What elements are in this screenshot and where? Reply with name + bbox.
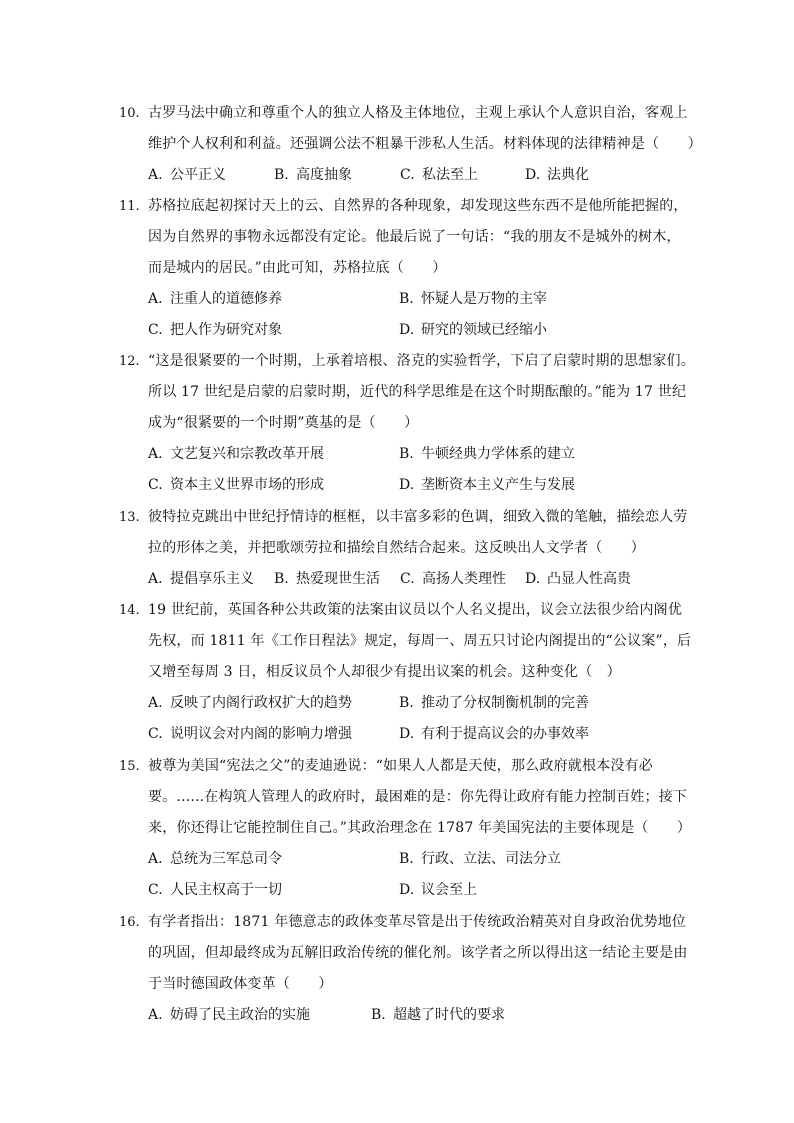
option-d[interactable]: D. 法典化 bbox=[525, 167, 589, 183]
question-number: 14. bbox=[119, 603, 140, 618]
option-c[interactable]: C. 私法至上 bbox=[400, 167, 478, 183]
option-d[interactable]: D. 有利于提高议会的办事效率 bbox=[399, 726, 589, 742]
question-number: 12. bbox=[119, 354, 140, 369]
stem-line: 的巩固，但却最终成为瓦解旧政治传统的催化剂。该学者之所以得出这一结论主要是由 bbox=[148, 945, 688, 961]
stem-line: “这是很紧要的一个时期，上承着培根、洛克的实验哲学，下启了启蒙时期的思想家们。 bbox=[148, 353, 695, 369]
stem-line: 维护个人权利和利益。还强调公法不粗暴干涉私人生活。材料体现的法律精神是（ ） bbox=[148, 136, 702, 152]
options bbox=[148, 688, 678, 750]
stem-line: 被尊为美国“宪法之父”的麦迪逊说：“如果人人都是天使，那么政府就根本没有必 bbox=[148, 758, 653, 774]
question-number: 15. bbox=[119, 759, 140, 774]
stem-line: 先权，而 1811 年《工作日程法》规定，每周一、周五只讨论内阁提出的“公议案”，后 bbox=[148, 633, 692, 649]
stem-line: 苏格拉底起初探讨天上的云、自然界的各种现象，却发现这些东西不是他所能把握的， bbox=[148, 198, 688, 214]
option-a[interactable]: A. 注重人的道德修养 bbox=[148, 291, 282, 307]
options bbox=[148, 284, 678, 346]
options bbox=[148, 160, 678, 191]
question-stem bbox=[148, 907, 688, 1000]
question-number: 16. bbox=[119, 915, 140, 930]
option-d[interactable]: D. 研究的领域已经缩小 bbox=[399, 322, 547, 338]
option-b[interactable]: B. 怀疑人是万物的主宰 bbox=[399, 291, 547, 307]
question-number: 10. bbox=[119, 106, 140, 121]
stem-line: 拉的形体之美，并把歌颂劳拉和描绘自然结合起来。这反映出人文学者（ ） bbox=[148, 540, 645, 556]
stem-line: 又增至每周 3 日，相反议员个人却很少有提出议案的机会。这种变化（ ） bbox=[148, 664, 621, 680]
question-stem bbox=[148, 191, 688, 284]
option-a[interactable]: A. 反映了内阁行政权扩大的趋势 bbox=[148, 695, 352, 711]
option-c[interactable]: C. 把人作为研究对象 bbox=[148, 322, 282, 338]
option-a[interactable]: A. 提倡享乐主义 bbox=[148, 571, 254, 587]
stem-line: 有学者指出：1871 年德意志的政体变革尽管是出于传统政治精英对自身政治优势地位 bbox=[148, 914, 687, 930]
stem-line: 彼特拉克跳出中世纪抒情诗的框框，以丰富多彩的色调，细致入微的笔触，描绘恋人劳 bbox=[148, 509, 688, 525]
option-a[interactable]: A. 总统为三军总司令 bbox=[148, 851, 282, 867]
option-a[interactable]: A. 妨碍了民主政治的实施 bbox=[148, 1007, 310, 1023]
question-stem bbox=[148, 502, 688, 564]
question-number: 13. bbox=[119, 510, 140, 525]
stem-line: 于当时德国政体变革（ ） bbox=[148, 976, 333, 992]
stem-line: 来，你还得让它能控制住自己。”其政治理念在 1787 年美国宪法的主要体现是（ ） bbox=[148, 820, 692, 836]
stem-line: 而是城内的居民。”由此可知，苏格拉底（ ） bbox=[148, 260, 447, 276]
stem-line: 成为“很紧要的一个时期”奠基的是（ ） bbox=[148, 415, 419, 431]
stem-line: 要。......在构筑人管理人的政府时，最困难的是：你先得让政府有能力控制百姓；接下 bbox=[148, 789, 688, 805]
options bbox=[148, 1000, 678, 1031]
option-d[interactable]: D. 议会至上 bbox=[399, 882, 477, 898]
option-c[interactable]: C. 资本主义世界市场的形成 bbox=[148, 477, 324, 493]
question-stem bbox=[148, 751, 692, 844]
question-number: 11. bbox=[119, 199, 140, 214]
question-stem bbox=[148, 595, 692, 688]
option-d[interactable]: D. 垄断资本主义产生与发展 bbox=[399, 477, 575, 493]
option-c[interactable]: C. 说明议会对内阁的影响力增强 bbox=[148, 726, 352, 742]
options bbox=[148, 564, 678, 595]
question-stem bbox=[148, 98, 702, 160]
options bbox=[148, 439, 678, 501]
stem-line: 古罗马法中确立和尊重个人的独立人格及主体地位，主观上承认个人意识自治，客观上 bbox=[148, 105, 688, 121]
option-b[interactable]: B. 高度抽象 bbox=[274, 167, 352, 183]
option-d[interactable]: D. 凸显人性高贵 bbox=[525, 571, 631, 587]
option-c[interactable]: C. 高扬人类理性 bbox=[400, 571, 506, 587]
question-stem bbox=[148, 346, 695, 439]
stem-line: 19 世纪前，英国各种公共政策的法案由议员以个人名义提出，议会立法很少给内阁优 bbox=[148, 602, 683, 618]
option-b[interactable]: B. 热爱现世生活 bbox=[274, 571, 380, 587]
stem-line: 因为自然界的事物永远都没有定论。他最后说了一句话：“我的朋友不是城外的树木， bbox=[148, 229, 681, 245]
option-b[interactable]: B. 推动了分权制衡机制的完善 bbox=[399, 695, 589, 711]
option-b[interactable]: B. 牛顿经典力学体系的建立 bbox=[399, 446, 575, 462]
option-a[interactable]: A. 文艺复兴和宗教改革开展 bbox=[148, 446, 324, 462]
option-b[interactable]: B. 超越了时代的要求 bbox=[371, 1007, 505, 1023]
option-a[interactable]: A. 公平正义 bbox=[148, 167, 226, 183]
options bbox=[148, 844, 678, 906]
stem-line: 所以 17 世纪是启蒙的启蒙时期，近代的科学思维是在这个时期酝酿的。”能为 17 世纪 bbox=[148, 384, 687, 400]
option-b[interactable]: B. 行政、立法、司法分立 bbox=[399, 851, 561, 867]
option-c[interactable]: C. 人民主权高于一切 bbox=[148, 882, 282, 898]
